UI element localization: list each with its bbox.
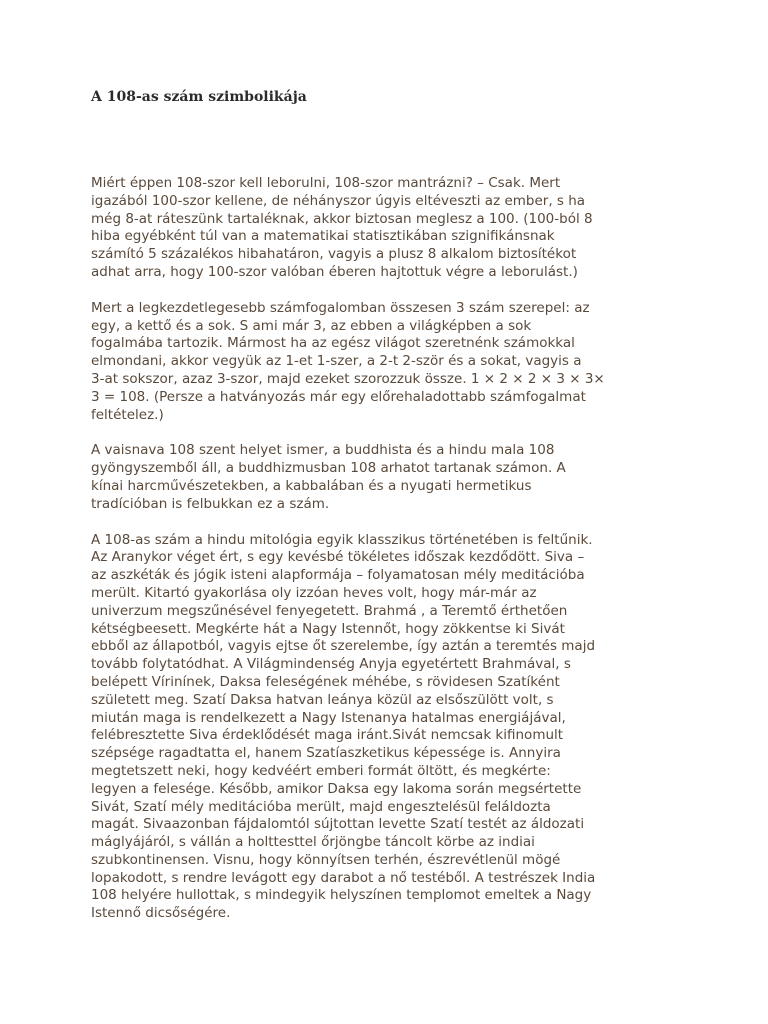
document-body xyxy=(91,175,691,941)
paragraph-4: A 108-as szám a hindu mitológia egyik klasszikus történetében is feltűnik. Az Aranykor véget ért, s egy kevésbé tökéletes időszak kezdődött. Siva – az aszkéták és jógik isteni alapformája – folyamatosan mély meditációba merült. Kitartó gyakorlása oly izzóan heves volt, hogy már-már az univerzum megszűnésével fenyegetett. Brahmá , a Teremtő érthetően kétségbeesett. Megkérte hát a Nagy Istennőt, hogy zökkentse ki Sivát ebből az állapotból, vagyis ejtse őt szerelembe, így aztán a teremtés majd tovább folytatódhat. A Világmindenség Anyja egyetértett Brahmával, s belépett Vírinínek, Daksa feleségének méhébe, s rövidesen Szatíként született meg. Szatí Daksa hatvan leánya közül az elsőszülött volt, s miután maga is rendelkezett a Nagy Istenanya hatalmas energiájával, felébresztette Siva érdeklődését maga iránt.Sivát nemcsak kifinomult szépsége ragadtatta el, hanem Szatíaszketikus képessége is. Annyira megtetszett neki, hogy kedvéért emberi formát öltött, és megkérte: legyen a felesége. Később, amikor Daksa egy lakoma során megsértette Sivát, Szatí mély meditációba merült, majd engesztelésül feláldozta magát. Sivaazonban fájdalomtól sújtottan levette Szatí testét az áldozati máglyájáról, s vállán a holttesttel őrjöngbe táncolt körbe az indiai szubkontinensen. Visnu, hogy könnyítsen terhén, észrevétlenül mögé lopakodott, s rendre levágott egy darabot a nő testéből. A testrészek India 108 helyére hullottak, s mindegyik helyszínen templomot emeltek a Nagy Istennő dicsőségére. xyxy=(91,531,596,922)
document-title: A 108-as szám szimbolikája xyxy=(91,89,307,105)
paragraph-1: Miért éppen 108-szor kell leborulni, 108-szor mantrázni? – Csak. Mert igazából 100-szor kellene, de néhányszor úgyis eltéveszti az ember, s ha még 8-at ráteszünk tartaléknak, akkor biztosan meglesz a 100. (100-ból 8 hiba egyébként túl van a matematikai statisztikában szignifikánsnak számító 5 százalékos hibahatáron, vagyis a plusz 8 alkalom biztosítékot adhat arra, hogy 100-szor valóban éberen hajtottuk végre a leborulást.) xyxy=(91,175,593,280)
paragraph-2: Mert a legkezdetlegesebb számfogalomban összesen 3 szám szerepel: az egy, a kettő és a sok. S ami már 3, az ebben a világképben a sok fogalmába tartozik. Mármost ha az egész világot szeretnénk számokkal elmondani, akkor vegyük az 1-et 1-szer, a 2-t 2-ször és a sokat, vagyis a 3-at sokszor, azaz 3-szor, majd ezeket szorozzuk össze. 1 × 2 × 2 × 3 × 3× 3 = 108. (Persze a hatványozás már egy előrehaladottabb számfogalmat feltételez.) xyxy=(91,299,605,423)
paragraph-3: A vaisnava 108 szent helyet ismer, a buddhista és a hindu mala 108 gyöngyszemből áll, a buddhizmusban 108 arhatot tartanak számon. A kínai harcművészetekben, a kabbalában és a nyugati hermetikus tradícióban is felbukkan ez a szám. xyxy=(91,442,566,512)
